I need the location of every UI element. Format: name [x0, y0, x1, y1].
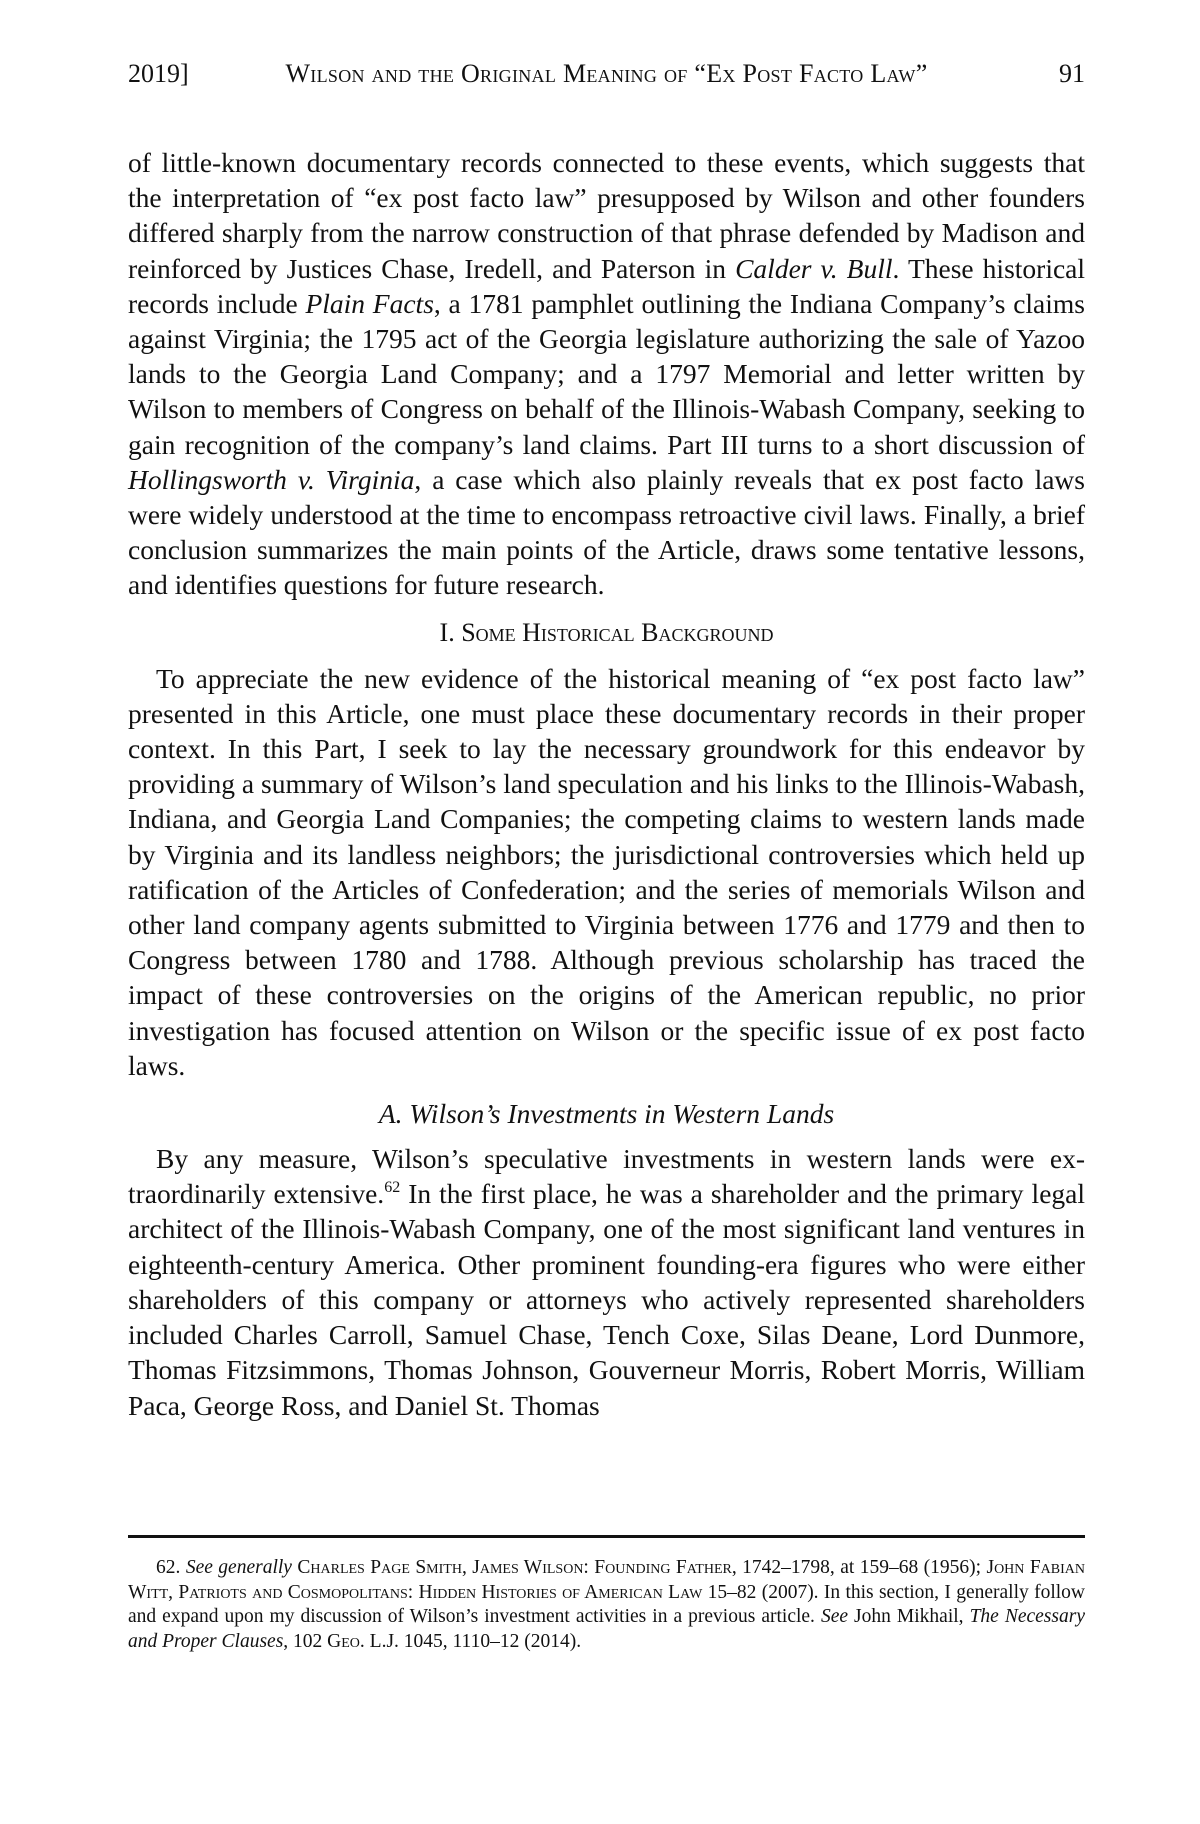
citation-signal: See generally: [185, 1557, 292, 1578]
citation-source-witt: John Fabian Witt, Patriots and Cosmopolitans: Hidden Histories of American Law: [128, 1557, 1086, 1603]
intro-paragraph: [128, 145, 1085, 603]
page-number: 91: [1059, 59, 1085, 88]
citation-text: 15–82 (2007). In this section, I generally follow and expand upon my discussion of Wilson’s investment activities in a previous article.: [128, 1581, 1085, 1627]
subsection-paragraph: [128, 1141, 1085, 1423]
footnotes: [128, 1556, 1085, 1654]
citation-signal: See: [820, 1606, 849, 1627]
section-paragraph: To appreciate the new evidence of the historical meaning of “ex post facto law” presented in this Article, one must place these documentary records in their proper context. In this Part, I seek to lay the necessary groundwork for this endeavor by providing a summary of Wilson’s land speculation and his links to the Illinois-Wabash, Indiana, and Georgia Land Companies; the competing claims to western lands made by Virginia and its landless neighbors; the jurisdictional controversies which held up ratification of the Articles of Confederation; and the series of memorials Wilson and other land company agents submitted to Virginia between 1776 and 1779 and then to Congress between 1780 and 1788. Although previous scholarship has traced the impact of these controversies on the origins of the American republic, no prior investigation has focused attention on Wilson or the specific issue of ex post facto laws.: [128, 662, 1085, 1081]
subsection-heading: A. Wilson’s Investments in Western Lands: [378, 1098, 835, 1130]
case-name-hollingsworth: Hollingsworth v. Virginia: [128, 463, 415, 495]
pamphlet-title: Plain Facts: [305, 287, 434, 319]
journal-abbreviation: Geo: [327, 1630, 360, 1652]
subsection-text-1: By any measure, Wilson’s speculative investments in western lands were extraordinarily extensive.: [128, 1143, 1085, 1210]
citation-text: . L.J. 1045, 1110–12 (2014).: [359, 1630, 582, 1652]
intro-text-2: . These historical records include: [128, 252, 1086, 319]
article-title: The Necessary and Proper Clauses: [128, 1606, 1085, 1652]
subsection-text-2: In the first place, he was a shareholder and the primary legal architect of the Illinois-Wabash Company, one of the most significant land ventures in eighteenth-century America. Other prominent founding-era figures who were either shareholders of this company or attorneys who actively represented shareholders included Charles Carroll, Samuel Chase, Tench Coxe, Silas Deane, Lord Dunmore, Thomas Fitzsimmons, Thomas Johnson, Gouverneur Morris, Robert Morris, William Paca, George Ross, and Daniel St. Thomas: [128, 1178, 1086, 1421]
citation-text: John Mikhail,: [848, 1606, 970, 1627]
footnote-reference: 62: [384, 1179, 401, 1197]
case-name-calder: Calder v. Bull: [735, 252, 893, 284]
footnote-62: [128, 1556, 1085, 1654]
journal-page: [128, 0, 1085, 1824]
citation-text: , at 159–68 (1956);: [829, 1557, 987, 1578]
volume-year: 2019]: [128, 59, 189, 88]
section-heading: I. Some Historical Background: [439, 617, 774, 647]
citation-text: , 102: [283, 1630, 328, 1652]
citation-source-smith: Charles Page Smith, James Wilson: Founding Father, 1742–1798: [297, 1557, 830, 1578]
footnote-divider: [128, 1535, 1085, 1538]
article-short-title: Wilson and the Original Meaning of “Ex Post Facto Law”: [285, 59, 928, 88]
intro-text-1: of little-known documentary records connected to these events, which suggests that the interpretation of “ex post facto law” presupposed by Wilson and other founders differed sharply from the narrow construction of that phrase defended by Madison and reinforced by Justices Chase, Iredell, and Paterson in: [128, 147, 1085, 284]
intro-text-4: , a case which also plainly reveals that ex post facto laws were widely understood at the time to encompass retroactive civil laws. Finally, a brief conclusion summarizes the main points of the Article, draws some tentative lessons, and identifies questions for future research.: [128, 463, 1085, 601]
running-head: [128, 56, 1085, 92]
body-text: [128, 145, 1085, 1423]
footnote-number: 62.: [156, 1557, 181, 1578]
intro-text-3: , a 1781 pamphlet outlining the Indiana Company’s claims against Virginia; the 1795 act of the Georgia legislature authorizing the sale of Yazoo lands to the Georgia Land Company; and a 1797 Memorial and letter written by Wilson to members of Congress on behalf of the Illinois-Wabash Company, seeking to gain recognition of the company’s land claims. Part III turns to a short discussion of: [128, 287, 1085, 460]
